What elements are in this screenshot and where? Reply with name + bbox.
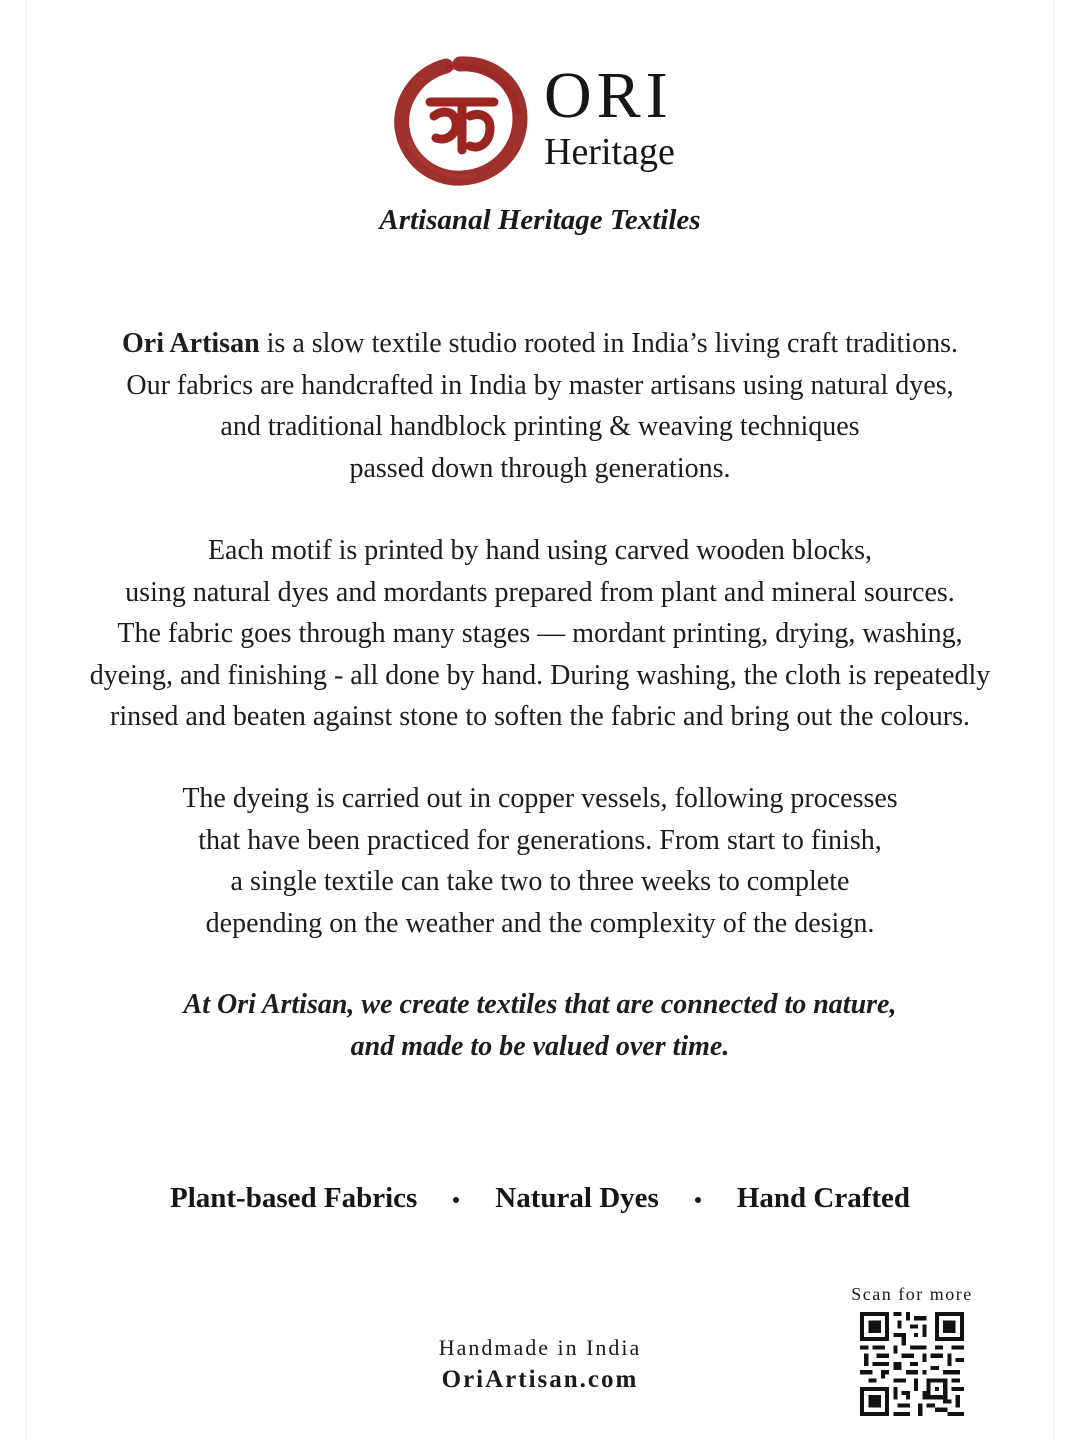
process-paragraph [60, 530, 1020, 738]
brand-subname: Heritage [544, 131, 675, 173]
intro-line-rest: is a slow textile studio rooted in India’s living craft traditions. [259, 328, 958, 359]
brand-mention: Ori Artisan [121, 328, 260, 359]
tagline: Artisanal Heritage Textiles [379, 204, 701, 236]
intro-line: Our fabrics are handcrafted in India by master artisans using natural dyes, [126, 369, 954, 401]
dyeing-line: The dyeing is carried out in copper vessels, following processes [182, 783, 898, 814]
dyeing-line: that have been practiced for generations. From start to finish, [198, 824, 882, 856]
intro-paragraph [60, 323, 1020, 489]
intro-line [60, 323, 1020, 365]
closing-line: and made to be valued over time. [350, 1031, 730, 1062]
brand-name: ORI [544, 59, 673, 132]
intro-line: and traditional handblock printing & weaving techniques [220, 411, 860, 442]
brand-wordmark [544, 59, 694, 173]
closing-line: At Ori Artisan, we create textiles that are connected to nature, [183, 989, 897, 1020]
dyeing-line: depending on the weather and the complexity of the design. [205, 907, 875, 939]
qr-section [844, 1282, 980, 1422]
feature-natural-dyes: Natural Dyes [495, 1182, 659, 1214]
feature-hand-crafted: Hand Crafted [736, 1182, 911, 1214]
website-link[interactable]: OriArtisan.com [441, 1366, 639, 1393]
process-line: using natural dyes and mordants prepared from plant and mineral sources. [125, 576, 955, 608]
scan-label: Scan for more [851, 1284, 973, 1304]
intro-line: passed down through generations. [349, 452, 731, 484]
qr-code-icon[interactable] [860, 1312, 964, 1416]
dyeing-line: a single textile can take two to three weeks to complete [230, 866, 850, 897]
made-in-label: Handmade in India [438, 1335, 642, 1360]
brand-logo [390, 50, 690, 190]
features-row [0, 1176, 1080, 1220]
dyeing-paragraph [60, 778, 1020, 944]
bullet-separator-icon [695, 1197, 701, 1203]
footer [340, 1332, 740, 1396]
process-line: Each motif is printed by hand using carved wooden blocks, [207, 535, 873, 566]
bullet-separator-icon [453, 1197, 459, 1203]
process-line: dyeing, and finishing - all done by hand. During washing, the cloth is repeatedly [89, 659, 991, 691]
feature-plant-based: Plant-based Fabrics [169, 1182, 418, 1214]
closing-statement [60, 984, 1020, 1068]
ori-seal-icon [390, 50, 530, 190]
process-line: rinsed and beaten against stone to soften the fabric and bring out the colours. [110, 701, 970, 732]
process-line: The fabric goes through many stages — mordant printing, drying, washing, [117, 618, 963, 649]
